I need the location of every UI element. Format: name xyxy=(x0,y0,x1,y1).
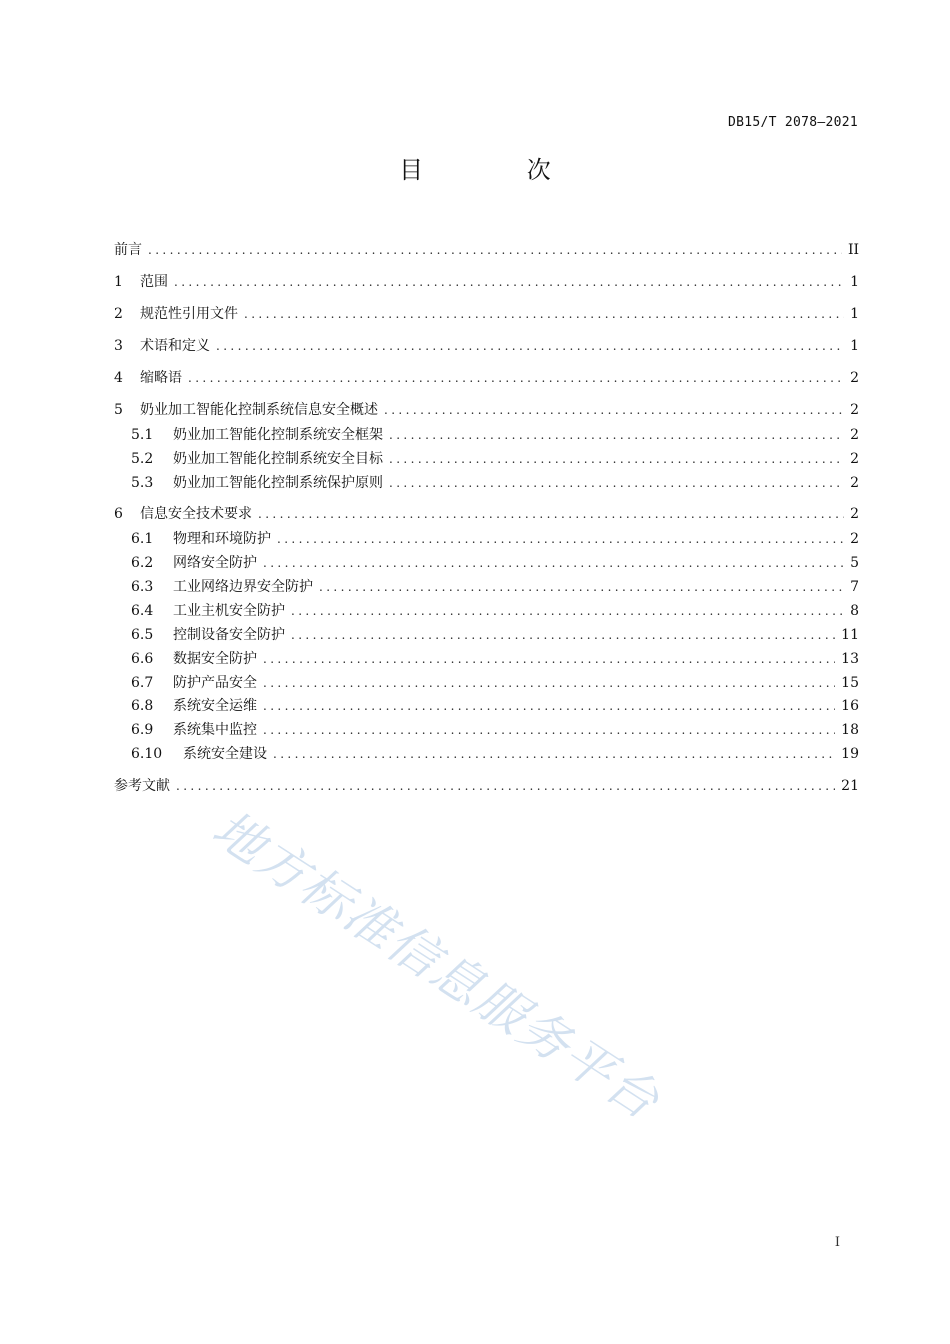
toc-entry-page: 2 xyxy=(850,531,859,547)
toc-entry-label: 防护产品安全 xyxy=(173,675,257,691)
toc-entry-label: 前言 xyxy=(114,242,142,258)
toc-leader-dots xyxy=(263,673,835,693)
toc-entry-2[interactable] xyxy=(114,304,859,324)
toc-entry-6-9[interactable] xyxy=(114,720,859,740)
toc-entry-number: 5.2 xyxy=(131,451,154,467)
toc-entry-label: 缩略语 xyxy=(140,370,182,386)
toc-leader-dots xyxy=(258,504,844,524)
page-number: I xyxy=(834,1235,840,1250)
toc-entry-page: 21 xyxy=(841,778,859,794)
toc-entry-number: 6.5 xyxy=(131,627,154,643)
toc-entry-label: 数据安全防护 xyxy=(173,651,257,667)
toc-entry-4[interactable] xyxy=(114,368,859,388)
toc-entry-number: 5 xyxy=(114,402,123,418)
toc-entry-number: 4 xyxy=(114,370,123,386)
toc-entry-number: 1 xyxy=(114,274,123,290)
toc-leader-dots xyxy=(216,336,844,356)
toc-entry-5[interactable] xyxy=(114,400,859,420)
toc-leader-dots xyxy=(319,577,844,597)
toc-entry-label: 范围 xyxy=(140,274,168,290)
toc-entry-6[interactable] xyxy=(114,504,859,524)
toc-entry-label: 奶业加工智能化控制系统保护原则 xyxy=(173,475,383,491)
toc-leader-dots xyxy=(389,449,844,469)
toc-entry-page: 15 xyxy=(841,675,859,691)
toc-entry-5-1[interactable] xyxy=(114,425,859,445)
toc-entry-page: 18 xyxy=(841,722,859,738)
toc-entry-foreword[interactable] xyxy=(114,240,859,260)
toc-entry-number: 6.3 xyxy=(131,579,154,595)
toc-entry-6-3[interactable] xyxy=(114,577,859,597)
toc-entry-page: 2 xyxy=(850,475,859,491)
toc-entry-6-8[interactable] xyxy=(114,696,859,716)
toc-leader-dots xyxy=(174,272,844,292)
toc-leader-dots xyxy=(384,400,844,420)
toc-entry-label: 控制设备安全防护 xyxy=(173,627,285,643)
toc-leader-dots xyxy=(291,625,835,645)
toc-entry-number: 6.2 xyxy=(131,555,154,571)
toc-leader-dots xyxy=(176,776,835,796)
toc-entry-6-6[interactable] xyxy=(114,649,859,669)
toc-entry-number: 6.4 xyxy=(131,603,154,619)
toc-entry-page: 1 xyxy=(850,338,859,354)
toc-leader-dots xyxy=(291,601,844,621)
toc-entry-page: 19 xyxy=(841,746,859,762)
toc-leader-dots xyxy=(263,553,844,573)
toc-entry-number: 6 xyxy=(114,506,123,522)
toc-entry-page: 2 xyxy=(850,506,859,522)
toc-leader-dots xyxy=(188,368,844,388)
watermark: 地方标准信息服务平台 xyxy=(202,799,671,1132)
toc-entry-page: 1 xyxy=(850,306,859,322)
toc-entry-page: II xyxy=(847,242,859,258)
toc-entry-label: 网络安全防护 xyxy=(173,555,257,571)
toc-leader-dots xyxy=(277,529,844,549)
toc-leader-dots xyxy=(263,696,835,716)
toc-leader-dots xyxy=(263,720,835,740)
toc-entry-page: 11 xyxy=(841,627,859,643)
toc-leader-dots xyxy=(244,304,844,324)
toc-entry-number: 5.1 xyxy=(131,427,154,443)
toc-entry-references[interactable] xyxy=(114,776,859,796)
toc-entry-label: 奶业加工智能化控制系统信息安全概述 xyxy=(140,402,378,418)
toc-entry-number: 6.8 xyxy=(131,698,154,714)
toc-entry-number: 2 xyxy=(114,306,123,322)
toc-entry-label: 物理和环境防护 xyxy=(173,531,271,547)
standard-code: DB15/T 2078—2021 xyxy=(727,115,858,130)
toc-leader-dots xyxy=(389,425,844,445)
toc-entry-1[interactable] xyxy=(114,272,859,292)
toc-entry-page: 5 xyxy=(850,555,859,571)
toc-entry-number: 6.1 xyxy=(131,531,154,547)
toc-entry-6-10[interactable] xyxy=(114,744,859,764)
toc-entry-page: 2 xyxy=(850,427,859,443)
toc-entry-label: 系统安全建设 xyxy=(183,746,267,762)
toc-entry-number: 6.9 xyxy=(131,722,154,738)
toc-entry-3[interactable] xyxy=(114,336,859,356)
toc-entry-page: 2 xyxy=(850,402,859,418)
toc-entry-6-4[interactable] xyxy=(114,601,859,621)
toc-entry-label: 奶业加工智能化控制系统安全目标 xyxy=(173,451,383,467)
toc-entry-5-2[interactable] xyxy=(114,449,859,469)
toc-entry-number: 6.6 xyxy=(131,651,154,667)
toc-leader-dots xyxy=(389,473,844,493)
toc-entry-page: 16 xyxy=(841,698,859,714)
toc-entry-label: 奶业加工智能化控制系统安全框架 xyxy=(173,427,383,443)
toc-leader-dots xyxy=(148,240,842,260)
toc-entry-label: 工业主机安全防护 xyxy=(173,603,285,619)
page-title: 目 次 xyxy=(399,156,599,184)
toc-entry-number: 3 xyxy=(114,338,123,354)
toc-leader-dots xyxy=(263,649,835,669)
toc-entry-page: 2 xyxy=(850,370,859,386)
toc-entry-label: 参考文献 xyxy=(114,778,170,794)
toc-entry-label: 术语和定义 xyxy=(140,338,210,354)
toc-entry-label: 系统集中监控 xyxy=(173,722,257,738)
toc-entry-number: 5.3 xyxy=(131,475,154,491)
toc-entry-page: 2 xyxy=(850,451,859,467)
toc-entry-page: 7 xyxy=(850,579,859,595)
toc-entry-6-2[interactable] xyxy=(114,553,859,573)
toc-entry-label: 系统安全运维 xyxy=(173,698,257,714)
toc-entry-page: 13 xyxy=(841,651,859,667)
toc-leader-dots xyxy=(273,744,835,764)
toc-entry-label: 规范性引用文件 xyxy=(140,306,238,322)
toc-entry-number: 6.7 xyxy=(131,675,154,691)
toc-entry-6-1[interactable] xyxy=(114,529,859,549)
toc-entry-page: 1 xyxy=(850,274,859,290)
toc-entry-label: 工业网络边界安全防护 xyxy=(173,579,313,595)
toc-entry-page: 8 xyxy=(850,603,859,619)
toc-entry-6-5[interactable] xyxy=(114,625,859,645)
toc-entry-number: 6.10 xyxy=(131,746,163,762)
toc-entry-label: 信息安全技术要求 xyxy=(140,506,252,522)
toc-entry-5-3[interactable] xyxy=(114,473,859,493)
toc-entry-6-7[interactable] xyxy=(114,673,859,693)
